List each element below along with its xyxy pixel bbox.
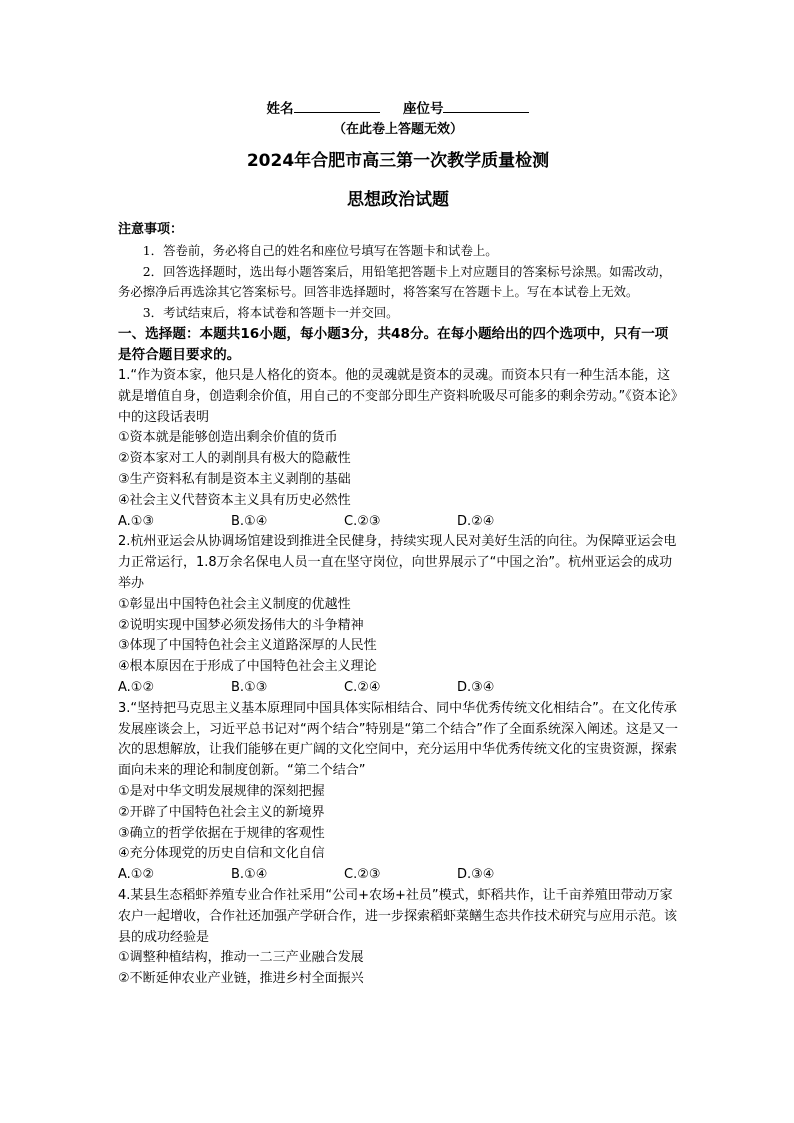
notice-item: 2．回答选择题时，选出每小题答案后，用铅笔把答题卡上对应题目的答案标号涂黑。如需改动，务必擦净后再选涂其它答案标号。回答非选择题时，将答案写在答题卡上。写在本试卷上无效。	[118, 263, 672, 300]
question-option: ①彰显出中国特色社会主义制度的优越性	[118, 596, 351, 612]
section-heading: 一、选择题：本题共16小题，每小题3分，共48分。在每小题给出的四个选项中，只有一项是符合题目要求的。	[118, 325, 669, 363]
invalid-note: （在此卷上答题无效）	[332, 122, 463, 137]
answer-choices	[118, 678, 678, 699]
question-option: ①是对中华文明发展规律的深刻把握	[118, 783, 325, 799]
candidate-info	[118, 98, 678, 120]
choice-b: B.①④	[231, 513, 268, 529]
document-body	[118, 98, 678, 990]
name-label: 姓名	[266, 101, 294, 117]
question-option: ②说明实现中国梦必须发扬伟大的斗争精神	[118, 617, 364, 633]
answer-choices	[118, 512, 678, 533]
name-blank	[294, 98, 380, 113]
notice-item: 1．答卷前，务必将自己的姓名和座位号填写在答题卡和试卷上。	[142, 242, 498, 258]
choice-c: C.②③	[344, 867, 381, 883]
question-stem: 4.某县生态稻虾养殖专业合作社采用“公司+农场+社员”模式，虾稻共作，让千亩养殖田带动万家农户一起增收，合作社还加强产学研合作，进一步探索稻虾菜鳝生态共作技术研究与应用示范。该县的成功经验是	[118, 887, 678, 945]
choice-a: A.①②	[118, 867, 155, 883]
question-option: ④社会主义代替资本主义具有历史必然性	[118, 492, 351, 508]
question-option: ①资本就是能够创造出剩余价值的货币	[118, 430, 338, 446]
seat-blank	[443, 98, 529, 113]
question-option: ②开辟了中国特色社会主义的新境界	[118, 804, 325, 820]
question-option: ④根本原因在于形成了中国特色社会主义理论	[118, 659, 377, 675]
notice-item: 3．考试结束后，将本试卷和答题卡一并交回。	[142, 305, 399, 321]
choice-b: B.①④	[231, 867, 268, 883]
question-stem: 1.“作为资本家，他只是人格化的资本。他的灵魂就是资本的灵魂。而资本只有一种生活本能，这就是增值自身，创造剩余价值，用自己的不变部分即生产资料吮吸尽可能多的剩余劳动。”《资本论》中的这段话表明	[118, 367, 678, 425]
question-option: ③体现了中国特色社会主义道路深厚的人民性	[118, 638, 377, 654]
choice-b: B.①③	[231, 679, 268, 695]
question-option: ④充分体现党的历史自信和文化自信	[118, 846, 325, 862]
choice-c: C.②④	[344, 679, 381, 695]
exam-title: 2024年合肥市高三第一次教学质量检测	[246, 151, 550, 171]
question-option: ②资本家对工人的剥削具有极大的隐蔽性	[118, 451, 351, 467]
choice-d: D.③④	[457, 679, 495, 695]
question-option: ①调整种植结构，推动一二三产业融合发展	[118, 950, 364, 966]
choice-c: C.②③	[344, 513, 381, 529]
choice-a: A.①③	[118, 513, 155, 529]
choice-d: D.③④	[457, 867, 495, 883]
question-option: ③确立的哲学依据在于规律的客观性	[118, 825, 325, 841]
question-stem: 3.“坚持把马克思主义基本原理同中国具体实际相结合、同中华优秀传统文化相结合”。在文化传承发展座谈会上，习近平总书记对“两个结合”特别是“第二个结合”作了全面系统深入阐述。这是又一次的思想解放，让我们能够在更广阔的文化空间中，充分运用中华优秀传统文化的宝贵资源，探索面向未来的理论和制度创新。“第二个结合”	[118, 700, 678, 779]
subject-title: 思想政治试题	[347, 190, 449, 210]
question-option: ③生产资料私有制是资本主义剥削的基础	[118, 471, 351, 487]
seat-label: 座位号	[402, 101, 444, 117]
answer-choices	[118, 865, 678, 886]
notices-heading: 注意事项：	[118, 222, 184, 237]
choice-a: A.①②	[118, 679, 155, 695]
choice-d: D.②④	[457, 513, 495, 529]
question-option: ②不断延伸农业产业链，推进乡村全面振兴	[118, 971, 364, 987]
question-stem: 2.杭州亚运会从协调场馆建设到推进全民健身，持续实现人民对美好生活的向往。为保障亚运会电力正常运行，1.8万余名保电人员一直在坚守岗位，向世界展示了“中国之治”。杭州亚运会的成功举办	[118, 534, 677, 591]
